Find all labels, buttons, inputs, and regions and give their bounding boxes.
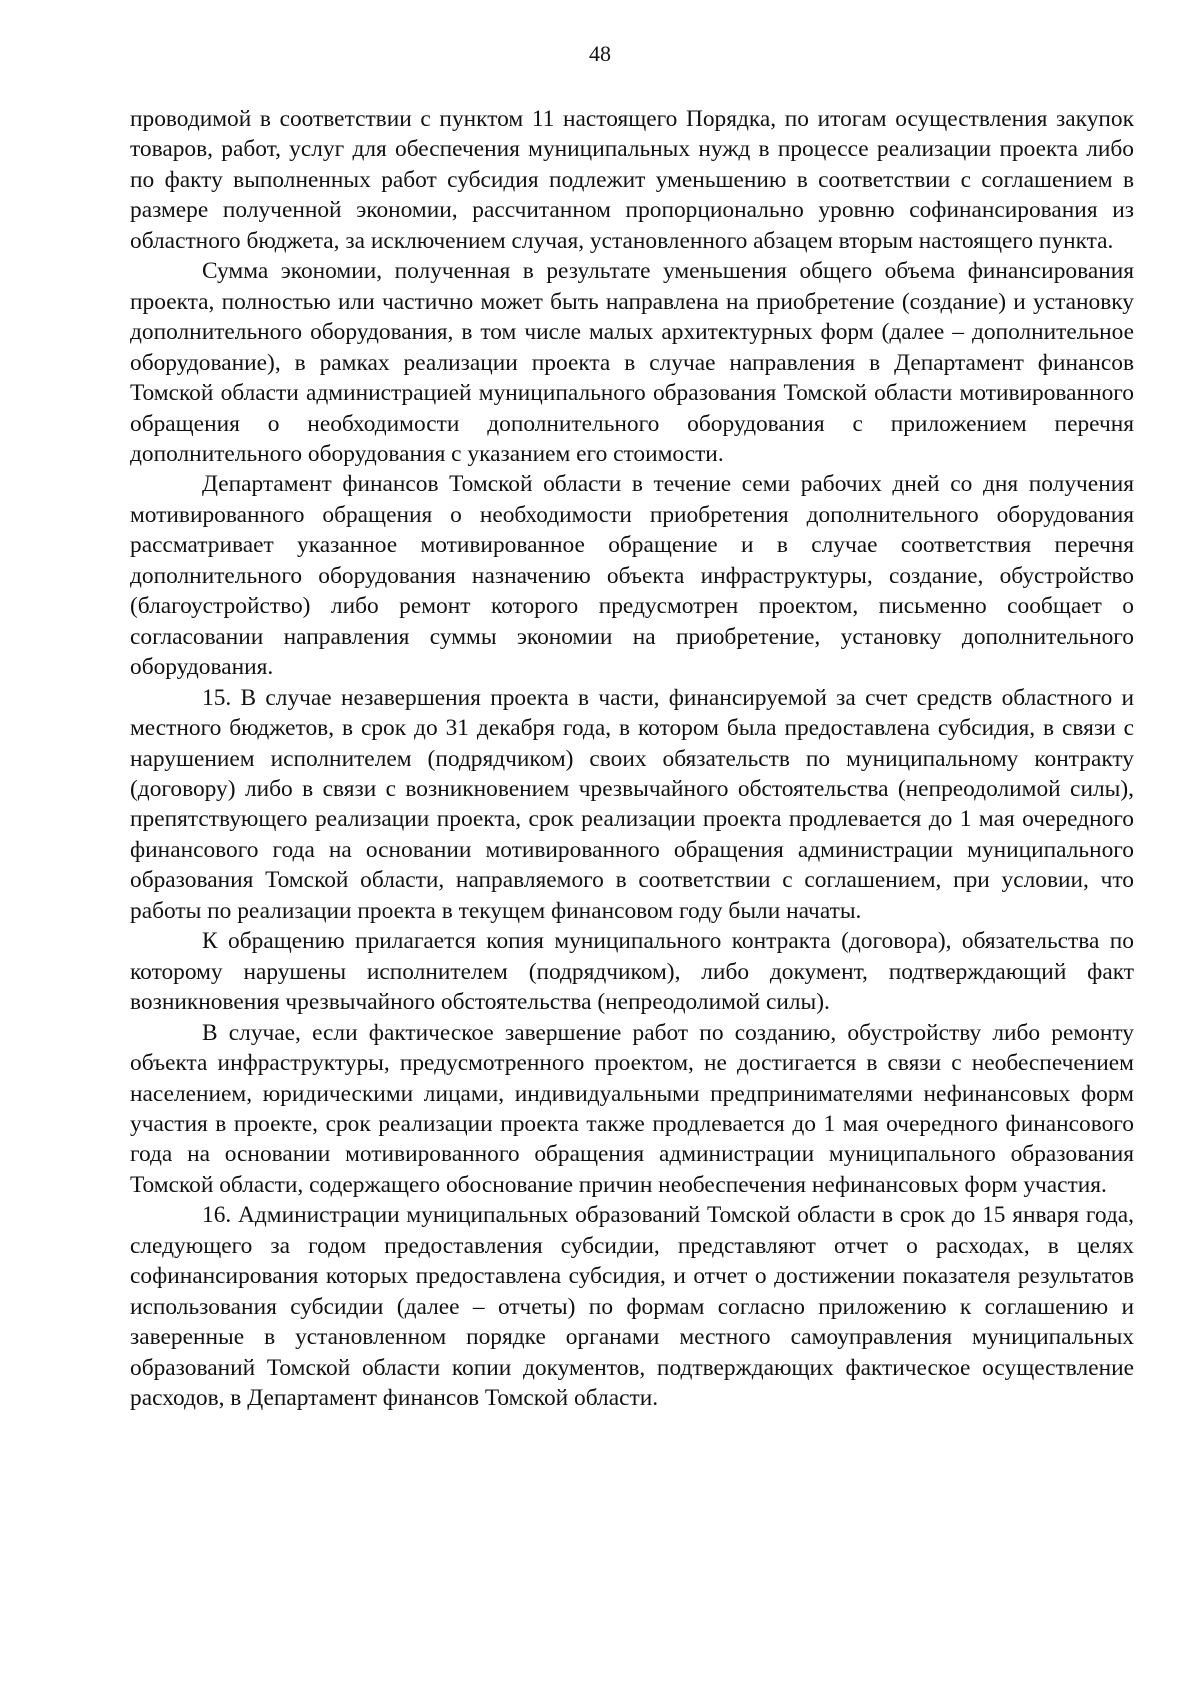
paragraph-item-15: 15. В случае незавершения проекта в части, финансируемой за счет средств областного и местного бюджетов, в срок до 31 декабря года, в котором была предоставлена субсидия, в связи с нарушением исполнителем (подрядчиком) своих обязательств по муниципальному контракту (договору) либо в связи с возникновением чрезвычайного обстоятельства (непреодолимой силы), препятствующего реализации проекта, срок реализации проекта продлевается до 1 мая очередного финансового года на основании мотивированного обращения администрации муниципального образования Томской области, направляемого в соответствии с соглашением, при условии, что работы по реализации проекта в текущем финансовом году были начаты.	[130, 684, 1134, 924]
document-body	[130, 104, 1134, 1413]
paragraph-department-review: Департамент финансов Томской области в течение семи рабочих дней со дня получения мотивированного обращения о необходимости приобретения дополнительного оборудования рассматривает указанное мотивированное обращение и в случае соответствия перечня дополнительного оборудования назначению объекта инфраструктуры, создание, обустройство (благоустройство) либо ремонт которого предусмотрен проектом, письменно сообщает о согласовании направления суммы экономии на приобретение, установку дополнительного оборудования.	[130, 471, 1134, 681]
paragraph-savings-amount: Сумма экономии, полученная в результате уменьшения общего объема финансирования проекта, полностью или частично может быть направлена на приобретение (создание) и установку дополнительного оборудования, в том числе малых архитектурных форм (далее – дополнительное оборудование), в рамках реализации проекта в случае направления в Департамент финансов Томской области администрацией муниципального образования Томской области мотивированного обращения о необходимости дополнительного оборудования с приложением перечня дополнительного оборудования с указанием его стоимости.	[130, 258, 1134, 467]
paragraph-attachment: К обращению прилагается копия муниципального контракта (договора), обязательства по которому нарушены исполнителем (подрядчиком), либо документ, подтверждающий факт возникновения чрезвычайного обстоятельства (непреодолимой силы).	[130, 928, 1134, 1016]
paragraph-nonfinancial-participation: В случае, если фактическое завершение работ по созданию, обустройству либо ремонту объекта инфраструктуры, предусмотренного проектом, не достигается в связи с необеспечением населением, юридическими лицами, индивидуальными предпринимателями нефинансовых форм участия в проекте, срок реализации проекта также продлевается до 1 мая очередного финансового года на основании мотивированного обращения администрации муниципального образования Томской области, содержащего обоснование причин необеспечения нефинансовых форм участия.	[130, 1019, 1134, 1198]
page-number: 48	[589, 41, 611, 66]
paragraph-item-16: 16. Администрации муниципальных образований Томской области в срок до 15 января года, следующего за годом предоставления субсидии, представляют отчет о расходах, в целях софинансирования которых предоставлена субсидия, и отчет о достижении показателя результатов использования субсидии (далее – отчеты) по формам согласно приложению к соглашению и заверенные в установленном порядке органами местного самоуправления муниципальных образований Томской области копии документов, подтверждающих фактическое осуществление расходов, в Департамент финансов Томской области.	[130, 1202, 1134, 1412]
paragraph-continuation: проводимой в соответствии с пунктом 11 настоящего Порядка, по итогам осуществления закупок товаров, работ, услуг для обеспечения муниципальных нужд в процессе реализации проекта либо по факту выполненных работ субсидия подлежит уменьшению в соответствии с соглашением в размере полученной экономии, рассчитанном пропорционально уровню софинансирования из областного бюджета, за исключением случая, установленного абзацем вторым настоящего пункта.	[130, 106, 1134, 254]
